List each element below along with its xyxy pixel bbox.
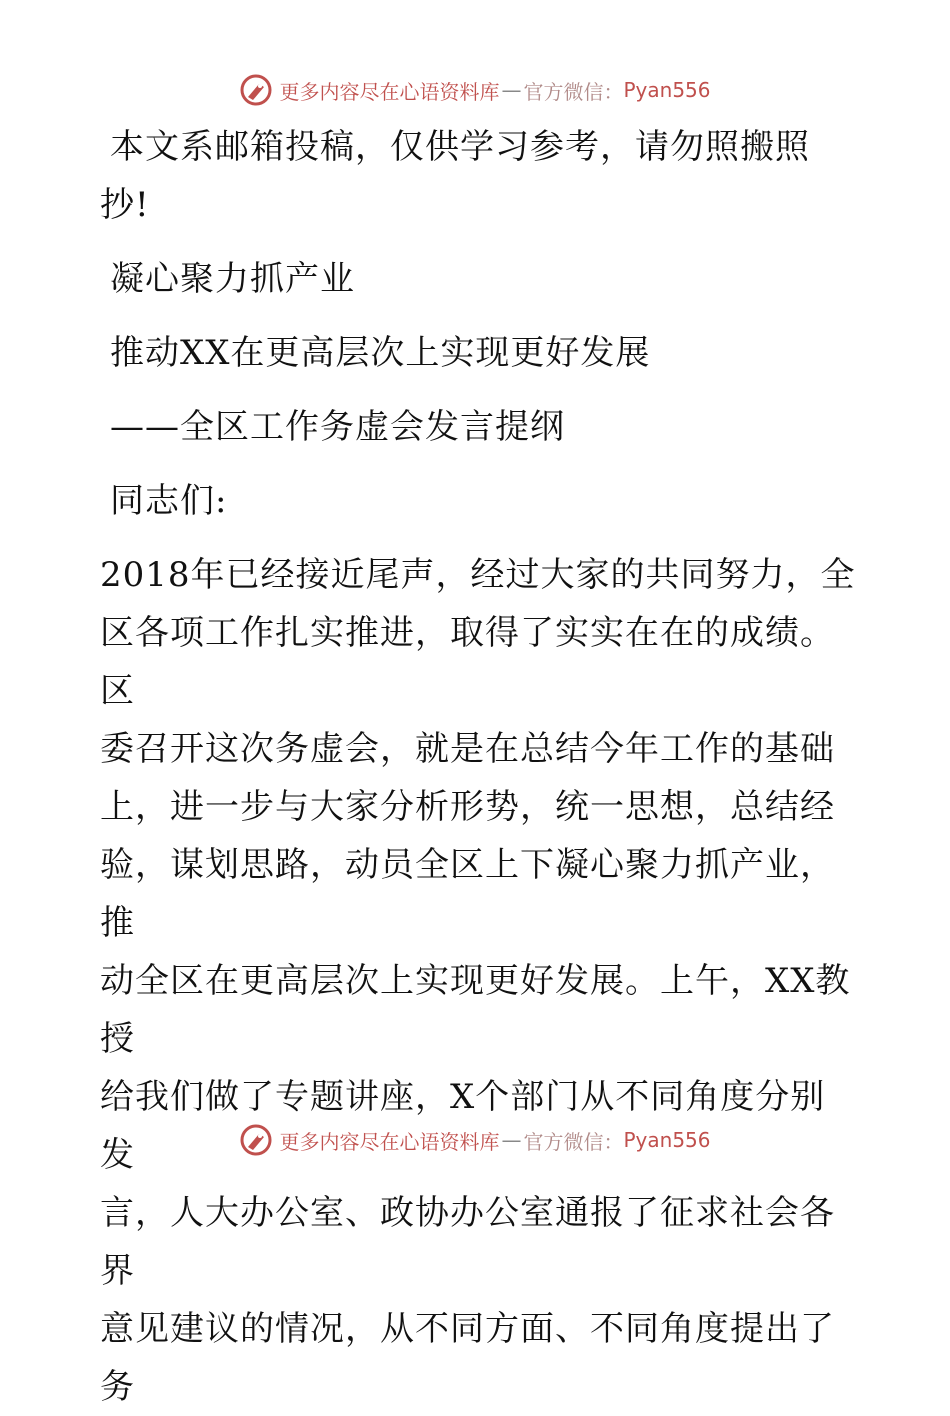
footer-watermark-banner [0,1120,950,1160]
notice-line-1: 本文系邮箱投稿，仅供学习参考，请勿照搬照 [110,127,810,167]
pen-nib-logo-icon [239,73,273,107]
banner-wechat-id: Pyan556 [623,78,711,102]
document-subtitle: 推动XX在更高层次上实现更好发展 [110,333,651,373]
body-line: 2018年已经接近尾声，经过大家的共同努力，全 [100,555,856,595]
pen-nib-logo-icon [239,1123,273,1157]
banner-site-text: 更多内容尽在心语资料库 [279,1129,500,1154]
document-body [100,118,860,1416]
body-line: 言，人大办公室、政协办公室通报了征求社会各界 [100,1193,835,1291]
body-line: 验，谋划思路，动员全区上下凝心聚力抓产业，推 [100,845,835,943]
banner-site-text: 更多内容尽在心语资料库 [279,79,500,104]
document-title: 凝心聚力抓产业 [110,259,355,299]
body-line: 委召开这次务虚会，就是在总结今年工作的基础 [100,729,835,769]
body-line: 意见建议的情况，从不同方面、不同角度提出了务 [100,1309,835,1407]
banner-separator: — [501,1128,522,1152]
speech-type: ——全区工作务虚会发言提纲 [110,407,565,447]
body-line: 上，进一步与大家分析形势，统一思想，总结经 [100,787,835,827]
notice-line-2: 抄! [100,185,150,225]
banner-separator: — [501,78,522,102]
body-paragraph [100,546,860,1416]
header-watermark-banner [0,70,950,110]
body-line: 区各项工作扎实推进，取得了实实在在的成绩。区 [100,613,835,711]
salutation: 同志们: [110,481,228,521]
banner-wechat-label: 官方微信： [523,1129,624,1154]
banner-wechat-label: 官方微信： [523,79,624,104]
body-line: 给我们做了专题讲座，X个部门从不同角度分别发 [100,1077,826,1175]
banner-wechat-id: Pyan556 [623,1128,711,1152]
body-line: 动全区在更高层次上实现更好发展。上午，XX教授 [100,961,851,1059]
